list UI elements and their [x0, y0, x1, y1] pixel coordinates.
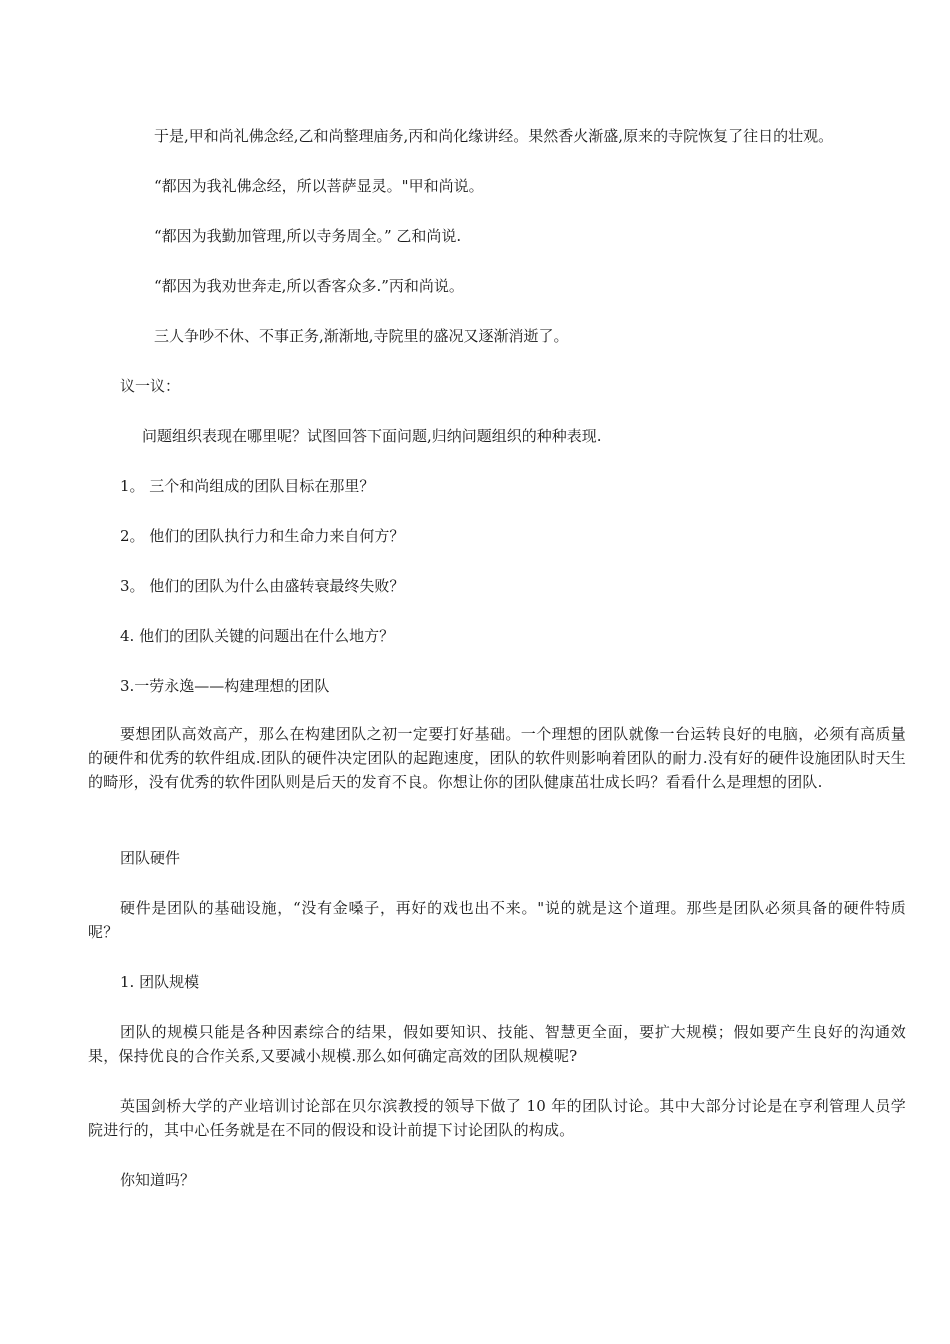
- question-item: 4. 他们的团队关键的问题出在什么地方？: [120, 627, 395, 645]
- discussion-heading: 议一议：: [120, 377, 181, 395]
- hardware-paragraph: 硬件是团队的基础设施，“没有金嗓子，再好的戏也出不来。"说的就是这个道理。那些是团队必须具备的硬件特质呢？: [88, 899, 906, 941]
- question-item: 1。 三个和尚组成的团队目标在那里？: [120, 477, 375, 495]
- research-paragraph: 英国剑桥大学的产业培训讨论部在贝尔滨教授的领导下做了 10 年的团队讨论。其中大部分讨论是在亨利管理人员学院进行的，其中心任务就是在不同的假设和设计前提下讨论团队的构成。: [88, 1097, 906, 1139]
- team-scale-paragraph: 团队的规模只能是各种因素综合的结果，假如要知识、技能、智慧更全面，要扩大规模；假如要产生良好的沟通效果，保持优良的合作关系,又要减小规模.那么如何确定高效的团队规模呢?: [88, 1023, 906, 1065]
- section-title: 3.一劳永逸——构建理想的团队: [120, 677, 330, 695]
- team-scale-heading: 1. 团队规模: [120, 973, 200, 991]
- discussion-intro: 问题组织表现在哪里呢？试图回答下面问题,归纳问题组织的种种表现.: [142, 427, 602, 445]
- quote-monk-c: “都因为我劝世奔走,所以香客众多.”丙和尚说。: [154, 277, 464, 295]
- quote-monk-a: “都因为我礼佛念经，所以菩萨显灵。"甲和尚说。: [154, 177, 484, 195]
- story-line-1: 于是,甲和尚礼佛念经,乙和尚整理庙务,丙和尚化缘讲经。果然香火渐盛,原来的寺院恢复了往日的壮观。: [154, 127, 834, 145]
- quote-monk-b: “都因为我勤加管理,所以寺务周全。” 乙和尚说.: [154, 227, 462, 245]
- hardware-heading: 团队硬件: [120, 849, 181, 867]
- story-ending: 三人争吵不休、不事正务,渐渐地,寺院里的盛况又逐渐消逝了。: [154, 327, 569, 345]
- question-item: 3。 他们的团队为什么由盛转衰最终失败？: [120, 577, 405, 595]
- did-you-know: 你知道吗？: [120, 1171, 196, 1189]
- ideal-team-paragraph: 要想团队高效高产，那么在构建团队之初一定要打好基础。一个理想的团队就像一台运转良好的电脑，必须有高质量的硬件和优秀的软件组成.团队的硬件决定团队的起跑速度，团队的软件则影响着团队的耐力.没有好的硬件设施团队时天生的畸形，没有优秀的软件团队则是后天的发育不良。你想让你的团队健康茁壮成长吗？看看什么是理想的团队.: [88, 725, 906, 791]
- question-item: 2。 他们的团队执行力和生命力来自何方？: [120, 527, 405, 545]
